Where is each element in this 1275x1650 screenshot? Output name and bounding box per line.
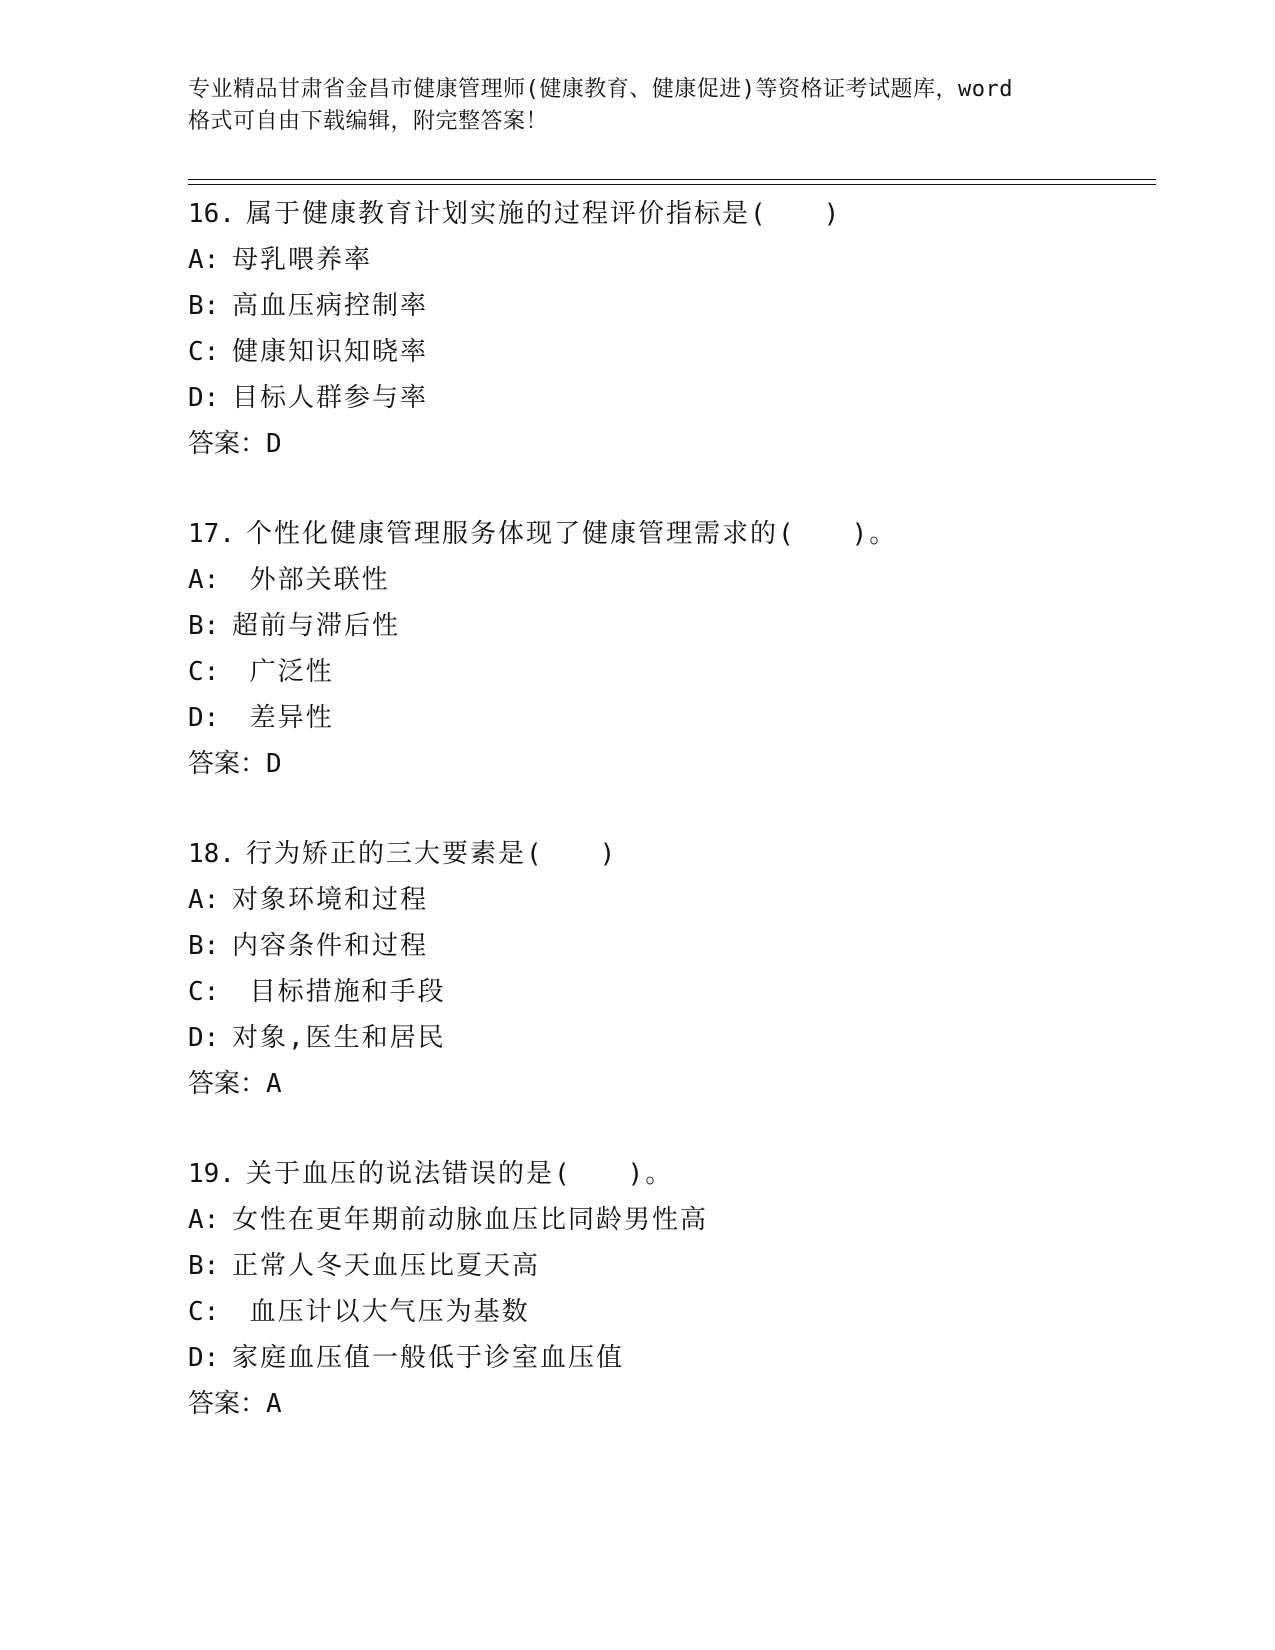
option-letter: D: bbox=[188, 383, 220, 413]
option-a bbox=[188, 237, 1148, 283]
option-letter: B: bbox=[188, 611, 220, 641]
option-letter: B: bbox=[188, 1251, 220, 1281]
option-a bbox=[188, 877, 1148, 923]
question-text: 关于血压的说法错误的是( )。 bbox=[246, 1159, 674, 1189]
header-line-2: 格式可自由下载编辑，附完整答案！ bbox=[188, 109, 549, 134]
option-text: 正常人冬天血压比夏天高 bbox=[232, 1251, 541, 1281]
option-letter: A: bbox=[188, 1205, 220, 1235]
option-letter: A: bbox=[188, 565, 220, 595]
question-number: 16. bbox=[188, 199, 235, 229]
option-letter: D: bbox=[188, 1343, 220, 1373]
option-a bbox=[188, 1197, 1148, 1243]
option-d bbox=[188, 1335, 1148, 1381]
question-text: 个性化健康管理服务体现了健康管理需求的( )。 bbox=[246, 519, 898, 549]
option-letter: C: bbox=[188, 337, 220, 367]
question-19 bbox=[188, 1151, 1148, 1427]
question-stem bbox=[188, 831, 1148, 877]
option-letter: D: bbox=[188, 703, 220, 733]
option-b bbox=[188, 923, 1148, 969]
option-b bbox=[188, 1243, 1148, 1289]
option-letter: D: bbox=[188, 1023, 220, 1053]
option-text: 广泛性 bbox=[232, 657, 334, 687]
question-17 bbox=[188, 511, 1148, 787]
option-d bbox=[188, 375, 1148, 421]
option-letter: B: bbox=[188, 291, 220, 321]
option-text: 目标措施和手段 bbox=[232, 977, 446, 1007]
answer-line bbox=[188, 1061, 1148, 1107]
option-letter: C: bbox=[188, 657, 220, 687]
option-d bbox=[188, 695, 1148, 741]
option-text: 目标人群参与率 bbox=[232, 383, 429, 413]
answer-label: 答案： bbox=[188, 749, 267, 779]
option-text: 内容条件和过程 bbox=[232, 931, 429, 961]
option-c bbox=[188, 649, 1148, 695]
answer-label: 答案： bbox=[188, 1069, 267, 1099]
answer-value: D bbox=[266, 429, 282, 459]
answer-line bbox=[188, 421, 1148, 467]
option-text: 差异性 bbox=[232, 703, 334, 733]
option-letter: A: bbox=[188, 245, 220, 275]
option-b bbox=[188, 283, 1148, 329]
question-16 bbox=[188, 191, 1148, 467]
question-stem bbox=[188, 511, 1148, 557]
question-stem bbox=[188, 1151, 1148, 1197]
header-divider-bottom bbox=[188, 184, 1156, 185]
option-text: 外部关联性 bbox=[232, 565, 390, 595]
option-text: 血压计以大气压为基数 bbox=[232, 1297, 530, 1327]
option-letter: C: bbox=[188, 1297, 220, 1327]
option-text: 女性在更年期前动脉血压比同龄男性高 bbox=[232, 1205, 709, 1235]
question-text: 行为矫正的三大要素是( ) bbox=[246, 839, 618, 869]
option-text: 对象,医生和居民 bbox=[232, 1023, 446, 1053]
header-divider-top bbox=[188, 179, 1156, 180]
answer-value: D bbox=[266, 749, 282, 779]
question-number: 17. bbox=[188, 519, 235, 549]
answer-label: 答案： bbox=[188, 1389, 267, 1419]
option-text: 母乳喂养率 bbox=[232, 245, 373, 275]
question-number: 18. bbox=[188, 839, 235, 869]
answer-value: A bbox=[266, 1069, 282, 1099]
option-letter: B: bbox=[188, 931, 220, 961]
answer-label: 答案： bbox=[188, 429, 267, 459]
option-text: 健康知识知晓率 bbox=[232, 337, 429, 367]
option-letter: C: bbox=[188, 977, 220, 1007]
answer-line bbox=[188, 1381, 1148, 1427]
option-text: 高血压病控制率 bbox=[232, 291, 429, 321]
option-c bbox=[188, 1289, 1148, 1335]
option-text: 超前与滞后性 bbox=[232, 611, 401, 641]
header-line-1: 专业精品甘肃省金昌市健康管理师(健康教育、健康促进)等资格证考试题库，word bbox=[188, 77, 1013, 102]
option-a bbox=[188, 557, 1148, 603]
option-letter: A: bbox=[188, 885, 220, 915]
option-c bbox=[188, 969, 1148, 1015]
option-d bbox=[188, 1015, 1148, 1061]
option-c bbox=[188, 329, 1148, 375]
question-number: 19. bbox=[188, 1159, 235, 1189]
option-b bbox=[188, 603, 1148, 649]
question-text: 属于健康教育计划实施的过程评价指标是( ) bbox=[246, 199, 842, 229]
question-18 bbox=[188, 831, 1148, 1107]
document-header bbox=[188, 74, 1088, 138]
option-text: 对象环境和过程 bbox=[232, 885, 429, 915]
question-stem bbox=[188, 191, 1148, 237]
answer-line bbox=[188, 741, 1148, 787]
answer-value: A bbox=[266, 1389, 282, 1419]
option-text: 家庭血压值一般低于诊室血压值 bbox=[232, 1343, 625, 1373]
